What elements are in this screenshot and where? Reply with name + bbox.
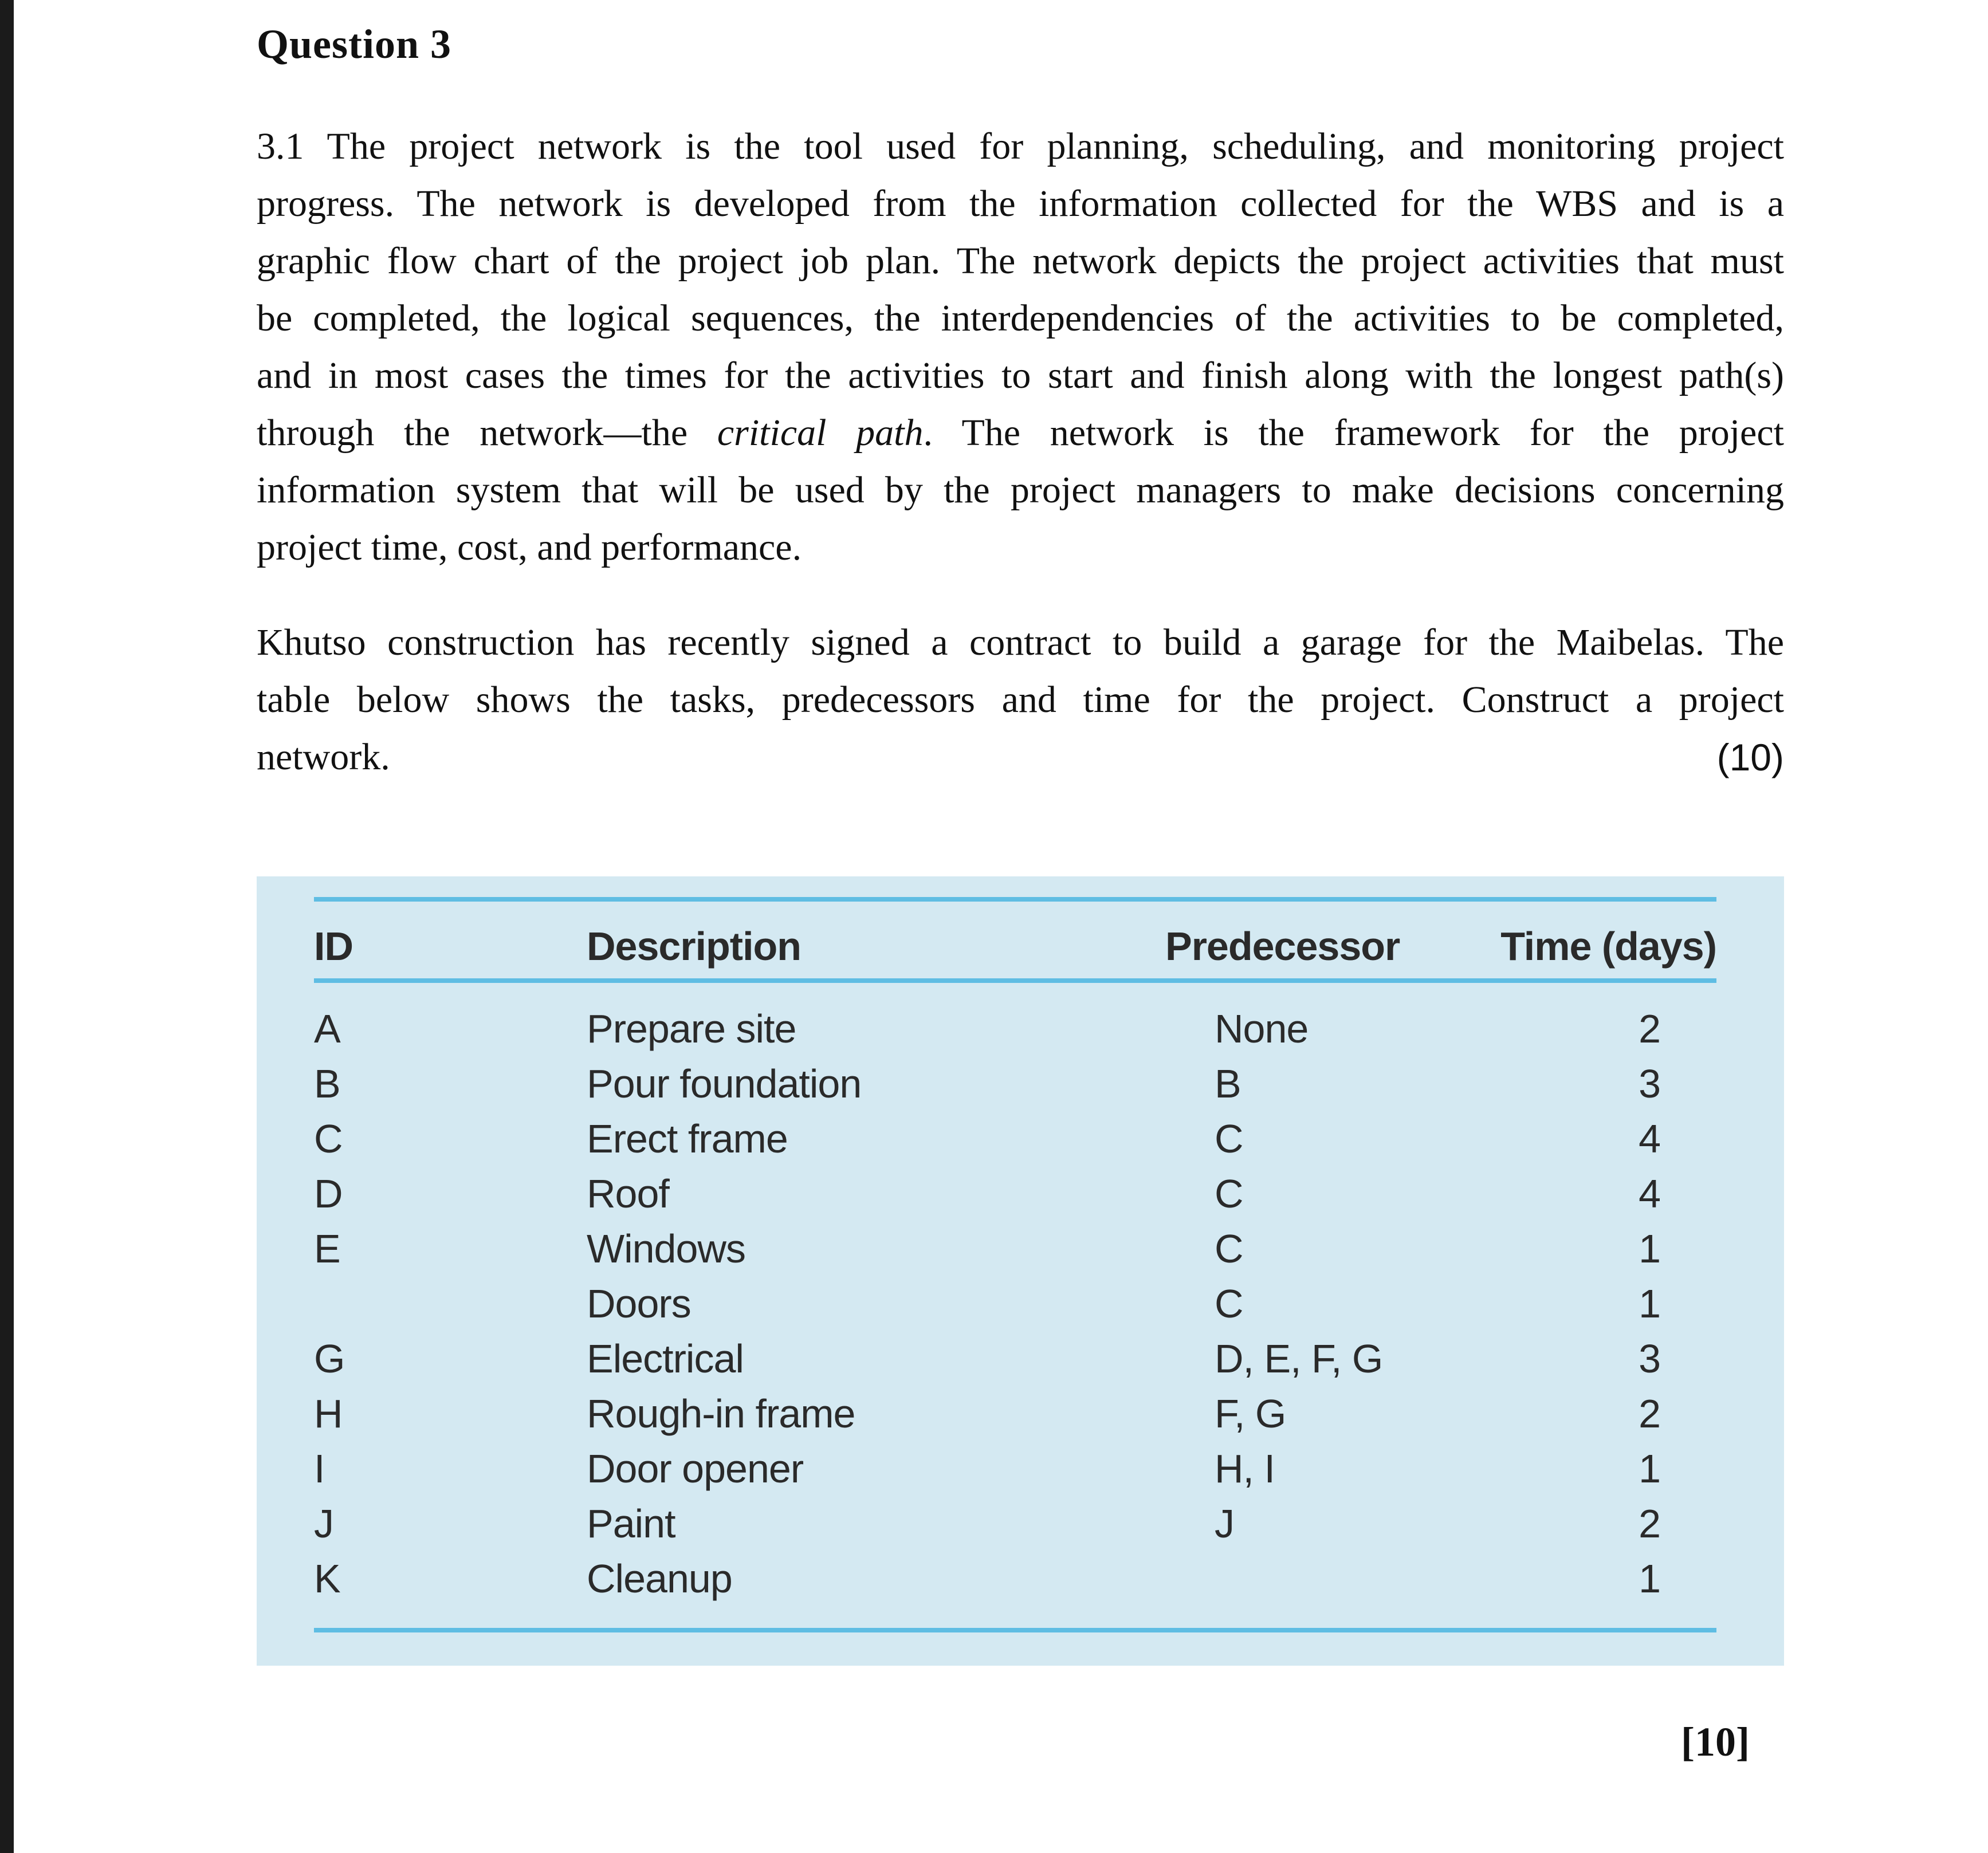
- cell-predecessor: J: [1215, 1501, 1234, 1546]
- cell-time: 1: [1639, 1556, 1660, 1601]
- cell-time: 1: [1639, 1281, 1660, 1326]
- critical-path-term: critical path: [717, 412, 924, 454]
- cell-description: Windows: [587, 1226, 745, 1271]
- paragraph1-line: 3.1 The project network is the tool used for planning, scheduling, and monitoring project: [257, 125, 1784, 167]
- table-row: [257, 1496, 1784, 1551]
- paragraph1-line: project time, cost, and performance.: [257, 526, 802, 568]
- header-description: Description: [587, 924, 802, 969]
- paragraph1-line: graphic flow chart of the project job plan. The network depicts the project activities that must: [257, 240, 1784, 282]
- paragraph-task-instructions: [257, 614, 1784, 786]
- paragraph1-line: information system that will be used by the project managers to make decisions concerning: [257, 469, 1784, 511]
- table-row: [257, 1001, 1784, 1056]
- cell-description: Doors: [587, 1281, 691, 1326]
- cell-id: A: [314, 1006, 340, 1051]
- cell-id: J: [314, 1501, 333, 1546]
- table-row: [257, 1221, 1784, 1276]
- cell-id: E: [314, 1226, 340, 1271]
- cell-predecessor: C: [1215, 1171, 1243, 1216]
- table-row: [257, 1331, 1784, 1386]
- cell-predecessor: F, G: [1215, 1391, 1286, 1436]
- cell-id: I: [314, 1446, 325, 1491]
- cell-description: Paint: [587, 1501, 675, 1546]
- table-body: [257, 1001, 1784, 1606]
- table-header-rule: [314, 978, 1716, 983]
- cell-description: Prepare site: [587, 1006, 796, 1051]
- paragraph-project-network: [257, 118, 1784, 576]
- cell-predecessor: C: [1215, 1226, 1243, 1271]
- table-row: [257, 1166, 1784, 1221]
- cell-predecessor: D, E, F, G: [1215, 1336, 1383, 1381]
- cell-time: 3: [1639, 1336, 1660, 1381]
- total-marks: [10]: [1681, 1719, 1750, 1765]
- line6-before: through the network—the: [257, 412, 717, 454]
- cell-time: 2: [1639, 1391, 1660, 1436]
- cell-predecessor: H, I: [1215, 1446, 1275, 1491]
- cell-time: 4: [1639, 1171, 1660, 1216]
- cell-time: 3: [1639, 1061, 1660, 1106]
- table-row: [257, 1551, 1784, 1606]
- table-row: [257, 1056, 1784, 1111]
- left-dark-edge: [0, 0, 14, 1853]
- paragraph2-line: network.: [257, 736, 390, 778]
- line6-after: . The network is the framework for the project: [923, 412, 1784, 454]
- cell-id: D: [314, 1171, 343, 1216]
- header-time: Time (days): [1500, 924, 1716, 969]
- question-marks: (10): [1716, 736, 1784, 778]
- paragraph2-line: Khutso construction has recently signed a contract to build a garage for the Maibelas. The: [257, 621, 1784, 663]
- header-predecessor: Predecessor: [1165, 924, 1400, 969]
- paragraph2-line: table below shows the tasks, predecessors and time for the project. Construct a project: [257, 679, 1784, 721]
- cell-description: Erect frame: [587, 1116, 788, 1161]
- question-title: Question 3: [257, 21, 452, 67]
- cell-time: 1: [1639, 1226, 1660, 1271]
- cell-description: Rough-in frame: [587, 1391, 855, 1436]
- table-row: [257, 1111, 1784, 1166]
- table-row: [257, 1276, 1784, 1331]
- cell-id: B: [314, 1061, 340, 1106]
- cell-id: G: [314, 1336, 345, 1381]
- cell-predecessor: C: [1215, 1116, 1243, 1161]
- cell-description: Door opener: [587, 1446, 804, 1491]
- paragraph1-line: be completed, the logical sequences, the interdependencies of the activities to be completed,: [257, 297, 1784, 339]
- table-bottom-rule: [314, 1628, 1716, 1632]
- cell-time: 2: [1639, 1501, 1660, 1546]
- cell-predecessor: B: [1215, 1061, 1241, 1106]
- cell-description: Pour foundation: [587, 1061, 862, 1106]
- table-row: [257, 1441, 1784, 1496]
- cell-description: Roof: [587, 1171, 669, 1216]
- table-top-rule: [314, 897, 1716, 902]
- table-row: [257, 1386, 1784, 1441]
- task-table: [257, 876, 1784, 1666]
- document-page: [14, 0, 1988, 1853]
- cell-id: H: [314, 1391, 343, 1436]
- cell-id: C: [314, 1116, 343, 1161]
- cell-time: 1: [1639, 1446, 1660, 1491]
- cell-description: Electrical: [587, 1336, 744, 1381]
- cell-predecessor: C: [1215, 1281, 1243, 1326]
- cell-id: K: [314, 1556, 340, 1601]
- cell-description: Cleanup: [587, 1556, 732, 1601]
- cell-predecessor: None: [1215, 1006, 1309, 1051]
- cell-time: 2: [1639, 1006, 1660, 1051]
- header-id: ID: [314, 924, 353, 969]
- paragraph1-line-critical-path: [257, 404, 1784, 462]
- cell-time: 4: [1639, 1116, 1660, 1161]
- paragraph1-line: and in most cases the times for the activities to start and finish along with the longest path(s): [257, 355, 1784, 396]
- paragraph1-line: progress. The network is developed from the information collected for the WBS and is a: [257, 183, 1784, 225]
- paragraph2-last-line: [257, 729, 1784, 786]
